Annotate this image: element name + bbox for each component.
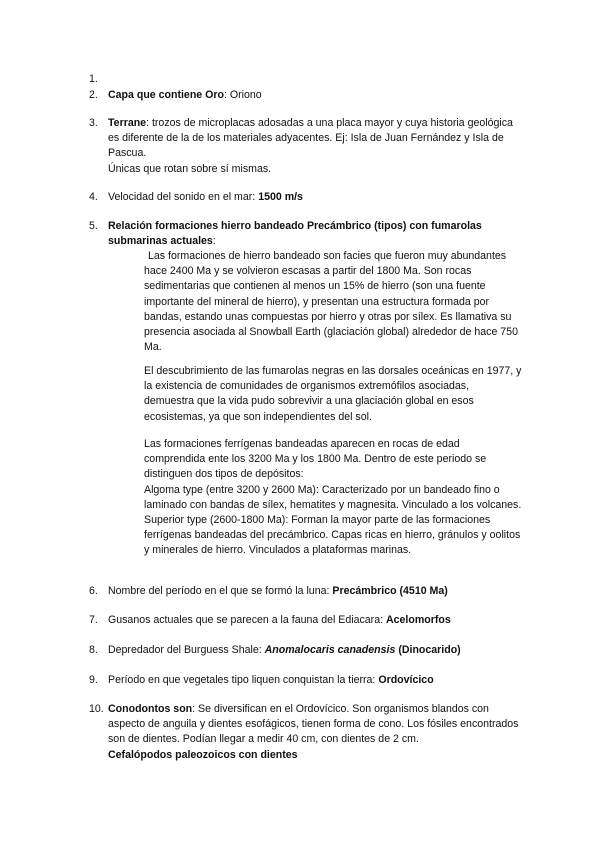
item-heading: Relación formaciones hierro bandeado Precámbrico (tipos) con fumarolas submarinas actuales — [108, 220, 482, 248]
item-label: Conodontos son — [108, 703, 193, 715]
superior-paragraph: Superior type (2600-1800 Ma): Forman la mayor parte de las formaciones ferrígenas bandeadas del precámbrico. Capas ricas en hierro, gránulos y oolitos y minerales de hierro. Vinculados a plataformas marinas. — [144, 514, 521, 557]
item-value: Precámbrico (4510 Ma) — [332, 585, 448, 597]
item-text: Depredador del Burguess Shale: — [108, 644, 265, 656]
item-number: 6. — [89, 585, 98, 597]
algoma-paragraph: Algoma type (entre 3200 y 2600 Ma): Caracterizado por un bandeado fino o laminado con bandas de sílex, hematites y magnesita. Vinculado a los volcanes. — [144, 483, 522, 511]
item-number: 10. — [89, 703, 104, 715]
item-value: (Dinocarido) — [395, 644, 461, 656]
list-item-3 — [89, 116, 519, 177]
item-text: Velocidad del sonido en el mar: — [108, 191, 259, 203]
item-text: Gusanos actuales que se parecen a la fauna del Ediacara: — [108, 614, 386, 626]
list-item-10 — [89, 702, 519, 763]
list-item-4 — [89, 190, 519, 205]
item-5-paragraph-3 — [144, 437, 522, 559]
item-bold-line: Cefalópodos paleozoicos con dientes — [108, 748, 298, 761]
item-label: Capa que contiene Oro — [108, 89, 224, 101]
list-item-5 — [89, 219, 519, 249]
item-value: Oriono — [229, 89, 262, 101]
separator: : — [223, 89, 230, 101]
item-5-paragraph-2 — [144, 364, 522, 425]
item-text: Período en que vegetales tipo liquen conquistan la tierra: — [108, 674, 379, 686]
species-name: Anomalocaris canadensis — [264, 644, 396, 656]
paragraph: Las formaciones ferrígenas bandeadas aparecen en rocas de edad comprendida ente los 3200 Ma y los 1800 Ma. Dentro de este periodo se distinguen dos tipos de depósitos: — [144, 438, 487, 481]
item-number: 7. — [89, 614, 98, 626]
item-number: 2. — [89, 89, 98, 101]
item-value: 1500 m/s — [258, 191, 303, 203]
item-number: 5. — [89, 220, 98, 232]
item-value: Acelomorfos — [385, 614, 451, 626]
item-5-paragraph-1 — [144, 249, 522, 355]
list-item-7 — [89, 613, 519, 628]
list-item-9 — [89, 673, 519, 688]
item-text: : trozos de microplacas adosadas a una placa mayor y cuya historia geológica es diferente de la de los materiales adyacentes. Ej: Isla de Juan Fernández y Isla de Pascua. — [108, 117, 513, 160]
separator: : — [212, 235, 216, 248]
item-text: Nombre del período en el que se formó la luna: — [108, 585, 333, 597]
paragraph: Las formaciones de hierro bandeado son facies que fueron muy abundantes hace 2400 Ma y se volvieron escasas a partir del 1800 Ma. Son rocas sedimentarias que contienen al menos un 15% de hierro (son una fuente importante del mineral de hierro), y presentan una estructura formada por bandas, estando unas compuestas por hierro y otras por sílex. Es llamativa su presencia asociada al Snowball Earth (glaciación global) alrededor de hace 750 Ma. — [144, 250, 518, 354]
list-item-8 — [89, 643, 519, 658]
item-number: 8. — [89, 644, 98, 656]
item-number: 3. — [89, 117, 98, 129]
item-text: : Se diversifican en el Ordovícico. Son organismos blandos con aspecto de anguila y dientes esofágicos, tienen forma de cono. Los fósiles encontrados son de dientes. Podían llegar a medir 40 cm, con dientes de 2 cm. — [108, 703, 519, 746]
item-label: Terrane — [108, 117, 147, 129]
paragraph: El descubrimiento de las fumarolas negras en las dorsales oceánicas en 1977, y la existencia de comunidades de organismos extremófilos asociadas, demuestra que la vida pudo sobrevivir a una glaciación global en esos ecosistemas, ya que son independientes del sol. — [144, 365, 522, 423]
item-number: 9. — [89, 674, 98, 686]
item-text-line2: Únicas que rotan sobre sí mismas. — [108, 162, 272, 175]
list-item-2 — [89, 88, 519, 103]
item-number: 1. — [89, 73, 98, 85]
list-item-6 — [89, 584, 519, 599]
item-number: 4. — [89, 191, 98, 203]
item-value: Ordovícico — [378, 674, 434, 686]
